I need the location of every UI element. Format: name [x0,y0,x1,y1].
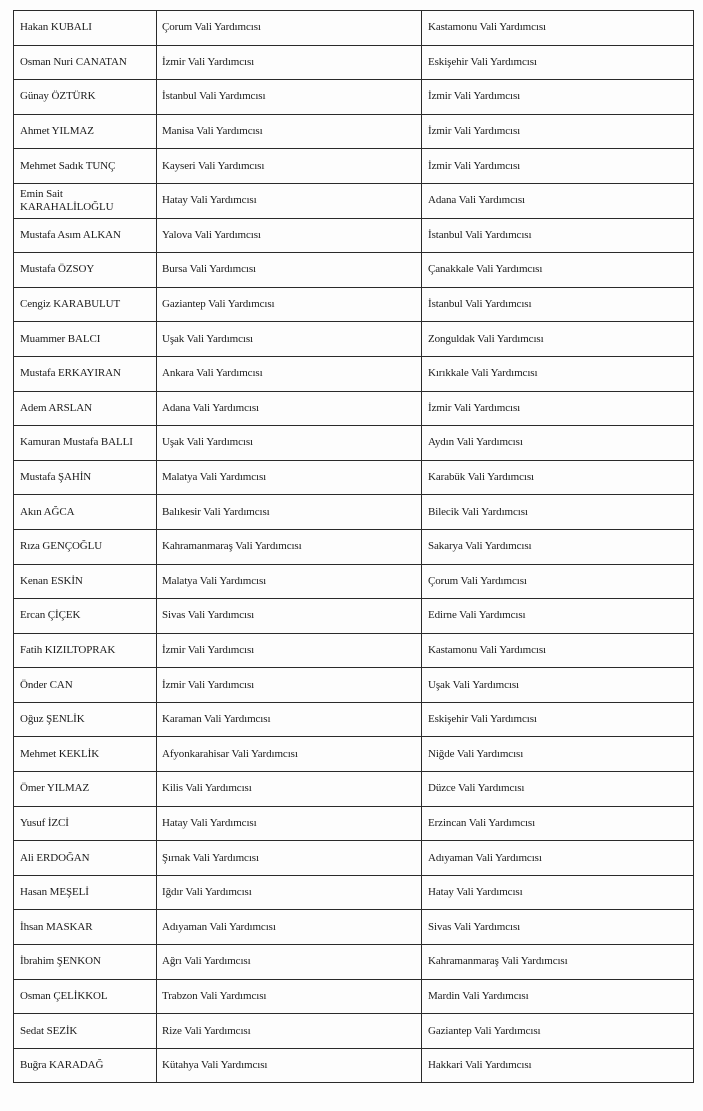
new-post-cell: Kahramanmaraş Vali Yardımcısı [422,945,694,980]
table-row [14,1048,694,1083]
new-post-cell: Uşak Vali Yardımcısı [422,668,694,703]
new-post-cell: Eskişehir Vali Yardımcısı [422,702,694,737]
current-post-cell: Adana Vali Yardımcısı [157,391,422,426]
table-row [14,356,694,391]
name-cell: İbrahim ŞENKON [14,945,157,980]
table-row [14,529,694,564]
table-row [14,426,694,461]
new-post-cell: Kastamonu Vali Yardımcısı [422,633,694,668]
table-row [14,1014,694,1049]
table-row [14,564,694,599]
current-post-cell: İstanbul Vali Yardımcısı [157,80,422,115]
name-cell: Mustafa ERKAYIRAN [14,356,157,391]
name-cell: Kamuran Mustafa BALLI [14,426,157,461]
new-post-cell: İzmir Vali Yardımcısı [422,80,694,115]
table-row [14,599,694,634]
name-cell: İhsan MASKAR [14,910,157,945]
name-cell: Buğra KARADAĞ [14,1048,157,1083]
name-cell: Sedat SEZİK [14,1014,157,1049]
new-post-cell: Edirne Vali Yardımcısı [422,599,694,634]
name-cell: Ali ERDOĞAN [14,841,157,876]
new-post-cell: Mardin Vali Yardımcısı [422,979,694,1014]
table-row [14,841,694,876]
current-post-cell: Iğdır Vali Yardımcısı [157,875,422,910]
current-post-cell: Şırnak Vali Yardımcısı [157,841,422,876]
name-cell: Cengiz KARABULUT [14,287,157,322]
new-post-cell: Gaziantep Vali Yardımcısı [422,1014,694,1049]
new-post-cell: Kastamonu Vali Yardımcısı [422,11,694,46]
new-post-cell: İzmir Vali Yardımcısı [422,114,694,149]
name-cell: Oğuz ŞENLİK [14,702,157,737]
current-post-cell: Manisa Vali Yardımcısı [157,114,422,149]
name-cell: Akın AĞCA [14,495,157,530]
new-post-cell: Adana Vali Yardımcısı [422,183,694,218]
current-post-cell: Balıkesir Vali Yardımcısı [157,495,422,530]
name-cell: Mustafa Asım ALKAN [14,218,157,253]
current-post-cell: Ağrı Vali Yardımcısı [157,945,422,980]
table-row [14,149,694,184]
new-post-cell: Hakkari Vali Yardımcısı [422,1048,694,1083]
current-post-cell: Kilis Vali Yardımcısı [157,772,422,807]
name-cell: Hakan KUBALI [14,11,157,46]
current-post-cell: Malatya Vali Yardımcısı [157,564,422,599]
current-post-cell: Rize Vali Yardımcısı [157,1014,422,1049]
name-cell: Mehmet Sadık TUNÇ [14,149,157,184]
new-post-cell: İstanbul Vali Yardımcısı [422,218,694,253]
current-post-cell: İzmir Vali Yardımcısı [157,633,422,668]
name-cell: Mehmet KEKLİK [14,737,157,772]
current-post-cell: Bursa Vali Yardımcısı [157,253,422,288]
name-cell: Fatih KIZILTOPRAK [14,633,157,668]
table-row [14,287,694,322]
table-row [14,460,694,495]
name-cell: Rıza GENÇOĞLU [14,529,157,564]
table-row [14,11,694,46]
appointments-table-body [14,11,694,1083]
table-row [14,114,694,149]
new-post-cell: İstanbul Vali Yardımcısı [422,287,694,322]
new-post-cell: İzmir Vali Yardımcısı [422,149,694,184]
name-cell: Kenan ESKİN [14,564,157,599]
current-post-cell: Afyonkarahisar Vali Yardımcısı [157,737,422,772]
current-post-cell: Ankara Vali Yardımcısı [157,356,422,391]
table-row [14,875,694,910]
name-cell: Önder CAN [14,668,157,703]
new-post-cell: Niğde Vali Yardımcısı [422,737,694,772]
name-cell: Muammer BALCI [14,322,157,357]
table-row [14,668,694,703]
new-post-cell: Eskişehir Vali Yardımcısı [422,45,694,80]
table-row [14,945,694,980]
name-cell: Günay ÖZTÜRK [14,80,157,115]
table-row [14,772,694,807]
table-row [14,495,694,530]
new-post-cell: İzmir Vali Yardımcısı [422,391,694,426]
new-post-cell: Düzce Vali Yardımcısı [422,772,694,807]
current-post-cell: Uşak Vali Yardımcısı [157,426,422,461]
current-post-cell: Kahramanmaraş Vali Yardımcısı [157,529,422,564]
current-post-cell: Yalova Vali Yardımcısı [157,218,422,253]
table-row [14,218,694,253]
name-cell: Ahmet YILMAZ [14,114,157,149]
current-post-cell: Hatay Vali Yardımcısı [157,806,422,841]
table-row [14,806,694,841]
current-post-cell: Çorum Vali Yardımcısı [157,11,422,46]
new-post-cell: Zonguldak Vali Yardımcısı [422,322,694,357]
name-cell: Osman ÇELİKKOL [14,979,157,1014]
name-cell: Ercan ÇİÇEK [14,599,157,634]
current-post-cell: Kütahya Vali Yardımcısı [157,1048,422,1083]
new-post-cell: Aydın Vali Yardımcısı [422,426,694,461]
table-row [14,737,694,772]
new-post-cell: Sakarya Vali Yardımcısı [422,529,694,564]
table-row [14,702,694,737]
current-post-cell: Kayseri Vali Yardımcısı [157,149,422,184]
current-post-cell: Hatay Vali Yardımcısı [157,183,422,218]
current-post-cell: Trabzon Vali Yardımcısı [157,979,422,1014]
name-cell: Adem ARSLAN [14,391,157,426]
name-cell: Hasan MEŞELİ [14,875,157,910]
new-post-cell: Erzincan Vali Yardımcısı [422,806,694,841]
current-post-cell: Malatya Vali Yardımcısı [157,460,422,495]
table-row [14,80,694,115]
current-post-cell: Uşak Vali Yardımcısı [157,322,422,357]
name-cell: Ömer YILMAZ [14,772,157,807]
table-row [14,183,694,218]
new-post-cell: Çanakkale Vali Yardımcısı [422,253,694,288]
current-post-cell: İzmir Vali Yardımcısı [157,668,422,703]
table-row [14,322,694,357]
new-post-cell: Hatay Vali Yardımcısı [422,875,694,910]
appointments-table [13,10,694,1083]
table-row [14,910,694,945]
new-post-cell: Adıyaman Vali Yardımcısı [422,841,694,876]
new-post-cell: Çorum Vali Yardımcısı [422,564,694,599]
table-row [14,391,694,426]
current-post-cell: Adıyaman Vali Yardımcısı [157,910,422,945]
current-post-cell: İzmir Vali Yardımcısı [157,45,422,80]
name-cell: Yusuf İZCİ [14,806,157,841]
name-cell: Mustafa ŞAHİN [14,460,157,495]
table-row [14,633,694,668]
current-post-cell: Gaziantep Vali Yardımcısı [157,287,422,322]
name-cell: Emin Sait KARAHALİLOĞLU [14,183,157,218]
table-row [14,979,694,1014]
new-post-cell: Karabük Vali Yardımcısı [422,460,694,495]
new-post-cell: Sivas Vali Yardımcısı [422,910,694,945]
current-post-cell: Karaman Vali Yardımcısı [157,702,422,737]
new-post-cell: Bilecik Vali Yardımcısı [422,495,694,530]
current-post-cell: Sivas Vali Yardımcısı [157,599,422,634]
name-cell: Mustafa ÖZSOY [14,253,157,288]
name-cell: Osman Nuri CANATAN [14,45,157,80]
table-row [14,253,694,288]
new-post-cell: Kırıkkale Vali Yardımcısı [422,356,694,391]
table-row [14,45,694,80]
